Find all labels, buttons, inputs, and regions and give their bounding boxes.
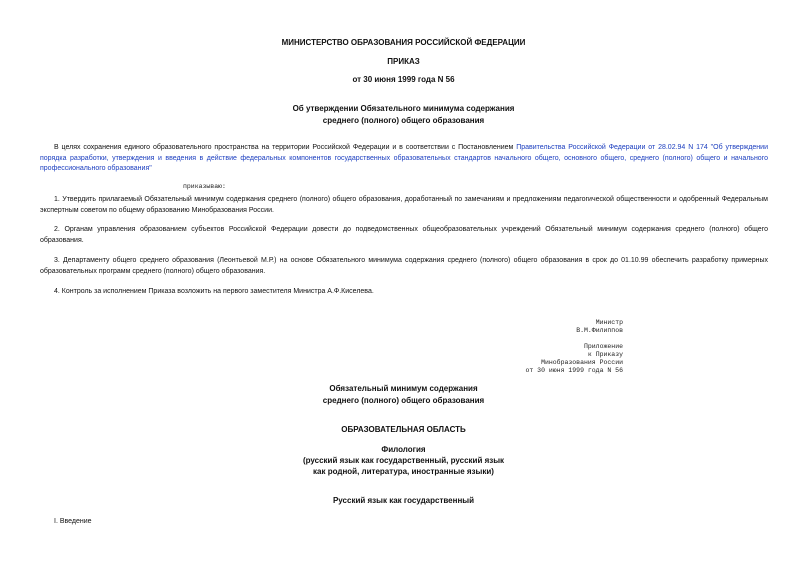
subject-heading: Филология — [381, 445, 426, 454]
appendix-line3: Минобразования России — [541, 359, 623, 366]
order-item-4: 4. Контроль за исполнением Приказа возложить на первого заместителя Министра А.Ф.Киселева. — [54, 288, 374, 295]
doc-date-number: от 30 июня 1999 года N 56 — [352, 75, 455, 84]
government-decree-link[interactable]: Правительства Российской Федерации от 28.02.94 N 174 "Об утверждении порядка разработки, утверждения и введения в действие федеральных компонентов государственных образовательных стандартов начального общего, основного общего, среднего (полного) общего и начального профессионального образования" — [40, 144, 768, 172]
section-heading: Русский язык как государственный — [332, 496, 475, 505]
appendix-line4: от 30 июня 1999 года N 56 — [525, 367, 623, 374]
signature-position: Министр — [595, 319, 623, 326]
doc-title-line2: среднего (полного) общего образования — [322, 116, 485, 125]
appendix-line2: к Приказу — [587, 351, 623, 358]
signature-name: В.М.Филиппов — [576, 327, 623, 334]
appendix-title-line2: среднего (полного) общего образования — [322, 396, 485, 405]
appendix-line1: Приложение — [583, 343, 623, 350]
doc-title-line1: Об утверждении Обязательного минимума содержания — [292, 104, 515, 113]
preamble-paragraph — [40, 143, 768, 175]
intro-heading: I. Введение — [54, 518, 92, 525]
subject-desc-line1: (русский язык как государственный, русский язык — [302, 456, 505, 465]
order-item-1: 1. Утвердить прилагаемый Обязательный минимум содержания среднего (полного) общего образования, доработанный по замечаниям и предложениям педагогической общественности и одобренный Федеральным экспертным советом по общему образованию Минобразования России. — [40, 196, 768, 214]
order-item-2: 2. Органам управления образованием субъектов Российской Федерации довести до подведомственных общеобразовательных учреждений Обязательный минимум содержания среднего (полного) общего образования. — [40, 226, 768, 244]
ministry-heading: МИНИСТЕРСТВО ОБРАЗОВАНИЯ РОССИЙСКОЙ ФЕДЕРАЦИИ — [281, 38, 526, 47]
preamble-text: В целях сохранения единого образовательного пространства на территории Российской Федерации и в соответствии с Постановлением — [54, 144, 517, 151]
subject-desc-line2: как родной, литература, иностранные языки) — [313, 467, 494, 476]
educational-area-heading: ОБРАЗОВАТЕЛЬНАЯ ОБЛАСТЬ — [341, 425, 466, 434]
prikazyvayu-label: приказываю: — [183, 183, 226, 190]
appendix-title-line1: Обязательный минимум содержания — [329, 384, 478, 393]
order-item-3: 3. Департаменту общего среднего образования (Леонтьевой М.Р.) на основе Обязательного минимума содержания среднего (полного) общего образования в срок до 01.10.99 обеспечить разработку примерных образовательных программ среднего (полного) общего образования. — [40, 257, 768, 275]
doc-type: ПРИКАЗ — [387, 57, 420, 66]
